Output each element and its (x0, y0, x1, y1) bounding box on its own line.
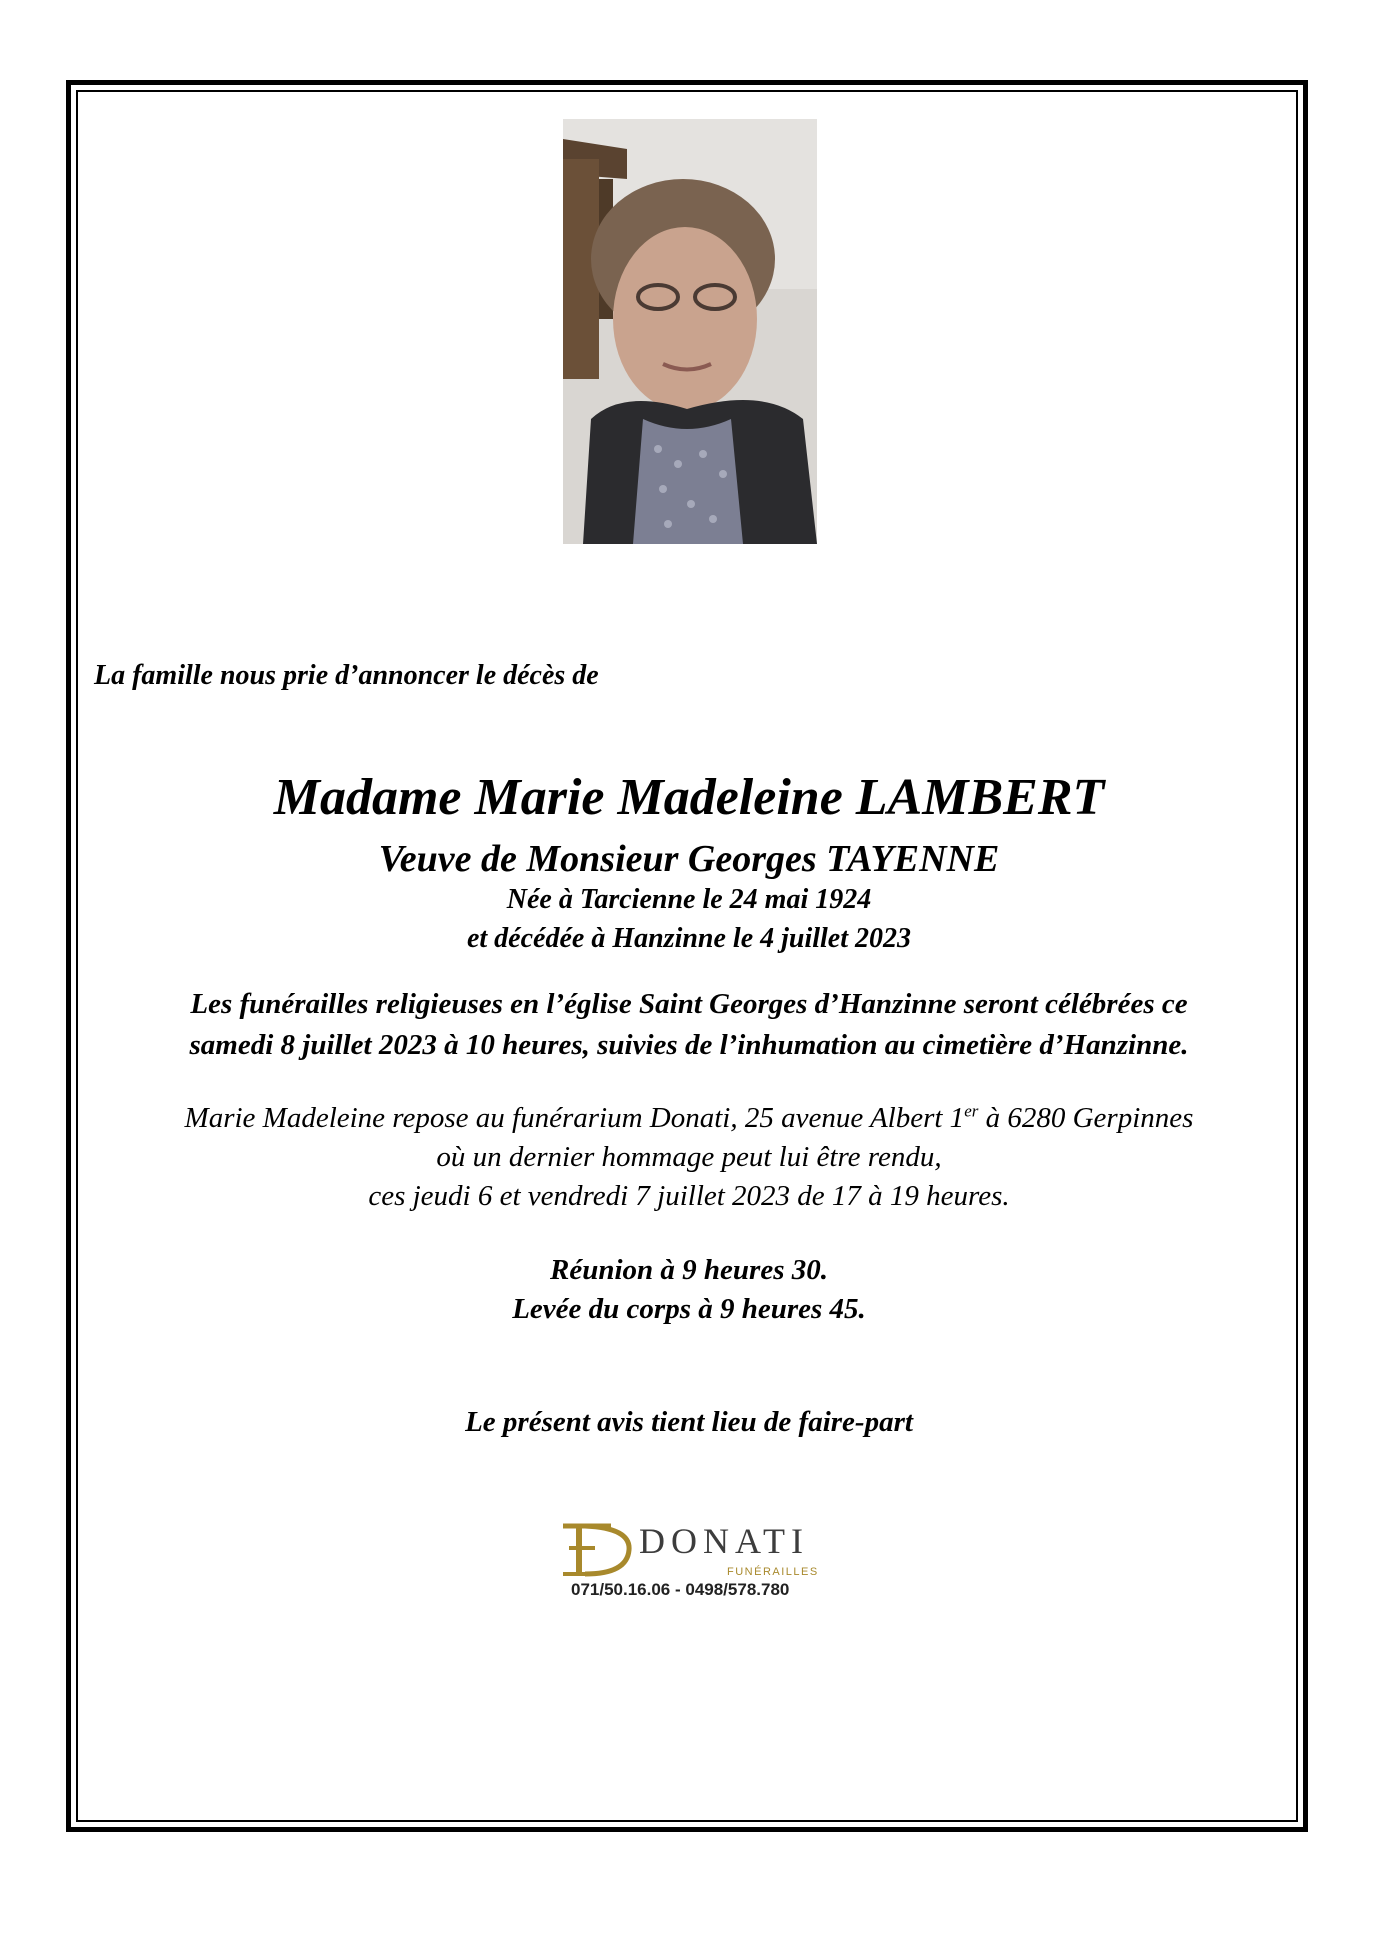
levee-time: Levée du corps à 9 heures 45. (512, 1293, 866, 1325)
birth-info: Née à Tarcienne le 24 mai 1924 (506, 884, 872, 915)
portrait-photo (563, 119, 817, 544)
repose-line-3: ces jeudi 6 et vendredi 7 juillet 2023 de 17 à 19 heures. (368, 1180, 1010, 1212)
death-info: et décédée à Hanzinne le 4 juillet 2023 (466, 923, 912, 954)
logo-subtitle: FUNÉRAILLES (727, 1566, 819, 1578)
funeral-line-1: Les funérailles religieuses en l’église Saint Georges d’Hanzinne seront célébrées ce (190, 988, 1188, 1020)
donati-logo (555, 1518, 825, 1610)
donati-logo-mark-icon (555, 1518, 635, 1580)
funeral-line-2: samedi 8 juillet 2023 à 10 heures, suivies de l’inhumation au cimetière d’Hanzinne. (189, 1029, 1189, 1061)
reunion-time: Réunion à 9 heures 30. (550, 1254, 828, 1286)
widow-of: Veuve de Monsieur Georges TAYENNE (378, 838, 1000, 880)
logo-brand: DONATI (639, 1521, 809, 1561)
repose-line-1-end: à 6280 Gerpinnes (978, 1102, 1194, 1134)
repose-line-1-start: Marie Madeleine repose au funérarium Donati, 25 avenue Albert 1 (184, 1102, 965, 1134)
intro-text: La famille nous prie d’annoncer le décès de (94, 660, 599, 691)
repose-line-1 (0, 1102, 1378, 1135)
deceased-name: Madame Marie Madeleine LAMBERT (273, 769, 1105, 826)
repose-line-2: où un dernier hommage peut lui être rendu, (436, 1141, 942, 1173)
logo-phones: 071/50.16.06 - 0498/578.780 (571, 1580, 790, 1599)
repose-line-1-sup: er (964, 1101, 979, 1121)
notice-text: Le présent avis tient lieu de faire-part (465, 1406, 913, 1438)
